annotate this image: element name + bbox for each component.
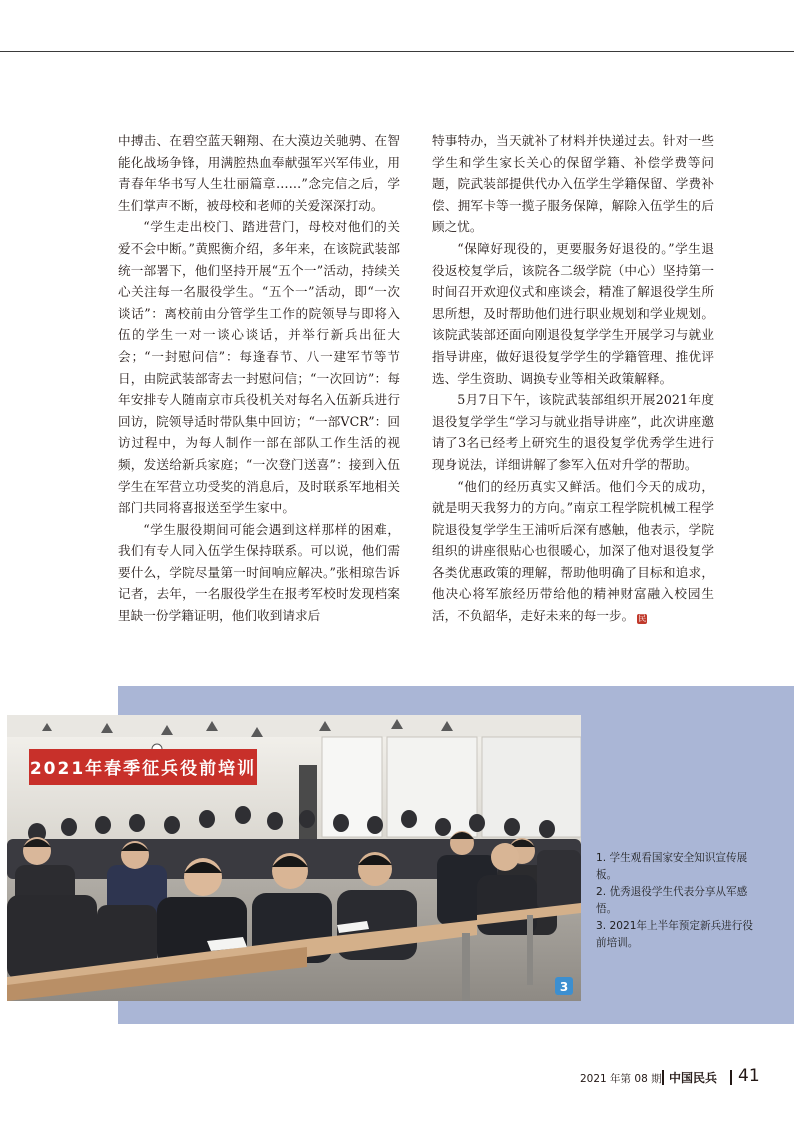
article-end-mark-icon: 民	[638, 614, 647, 624]
paragraph: 特事特办，当天就补了材料并快递过去。针对一些学生和学生家长关心的保留学籍、补偿学费等问题，院武装部提供代办入伍学生学籍保留、学费补偿、拥军卡等一揽子服务保障，解除入伍学生的后顾之忧。	[432, 133, 714, 235]
paragraph: 5月7日下午，该院武装部组织开展2021年度退役复学学生“学习与就业指导讲座”，此次讲座邀请了3名已经考上研究生的退役复学优秀学生进行现身说法，详细讲解了参军入伍对升学的帮助。	[432, 392, 714, 472]
paragraph: “学生走出校门、踏进营门，母校对他们的关爱不会中断。”黄熙衡介绍，多年来，在该院武装部统一部署下，他们坚持开展“五个一”活动，持续关心关注每一名服役学生。“五个一”活动，即“一次谈话”：离校前由分管学生工作的院领导与即将入伍的学生一对一谈心谈话，并举行新兵出征大会；“一封慰问信”：每逢春节、八一建军节等节日，由院武装部寄去一封慰问信；“一次回访”：每年安排专人随南京市兵役机关对每名入伍新兵进行回访，院领导适时带队集中回访；“一部VCR”：回访过程中，为每人制作一部在部队工作生活的视频，发送给新兵家庭；“一次登门送喜”：接到入伍学生在军营立功受奖的消息后，及时联系军地相关部门共同将喜报送至学生家中。	[118, 219, 400, 516]
magazine-title: 中国民兵	[669, 1071, 718, 1085]
page-footer	[580, 1066, 780, 1090]
banner-text: 2021年春季征兵役前培训	[29, 759, 257, 779]
footer-divider	[662, 1070, 664, 1085]
page-number: 41	[738, 1066, 760, 1086]
paragraph: “学生服役期间可能会遇到这样那样的困难，我们有专人同入伍学生保持联系。可以说，他们需要什么，学院尽量第一时间响应解决。”张相琼告诉记者，去年，一名服役学生在报考军校时发现档案里缺一份学籍证明，他们收到请求后	[118, 521, 400, 624]
issue-label: 2021 年第 08 期	[580, 1073, 662, 1085]
photo-caption	[596, 850, 756, 952]
photo-illustration	[7, 715, 581, 1001]
caption-line: 1. 学生观看国家安全知识宣传展板。	[596, 852, 748, 881]
training-session-photo	[7, 715, 581, 1001]
paragraph: 中搏击、在碧空蓝天翱翔、在大漠边关驰骋、在智能化战场争锋，用满腔热血奉献强军兴军伟业，用青春年华书写人生壮丽篇章……”念完信之后，学生们掌声不断，被母校和老师的关爱深深打动。	[118, 133, 400, 213]
caption-line: 3. 2021年上半年预定新兵进行役前培训。	[596, 920, 753, 949]
photo-number-badge: 3	[559, 980, 569, 994]
caption-line: 2. 优秀退役学生代表分享从军感悟。	[596, 886, 748, 915]
top-rule	[0, 51, 794, 52]
paragraph	[432, 476, 714, 627]
footer-divider	[730, 1070, 732, 1085]
paragraph-text: “他们的经历真实又鲜活。他们今天的成功，就是明天我努力的方向。”南京工程学院机械工程学院退役复学学生王浦听后深有感触，他表示，学院组织的讲座很贴心也很暖心，加深了他对退役复学各类优惠政策的理解，帮助他明确了目标和追求，他决心将军旅经历带给他的精神财富融入校园生活，不负韶华，走好未来的每一步。	[432, 478, 714, 624]
article-column-right	[432, 130, 714, 627]
article-column-left	[118, 130, 400, 627]
paragraph: “保障好现役的，更要服务好退役的。”学生退役返校复学后，该院各二级学院（中心）坚持第一时间召开欢迎仪式和座谈会，精准了解退役学生所思所想，及时帮助他们进行职业规划和学业规划。该院武装部还面向刚退役复学学生开展学习与就业指导讲座，做好退役复学学生的学籍管理、推优评选、学生资助、调换专业等相关政策解释。	[432, 240, 714, 386]
